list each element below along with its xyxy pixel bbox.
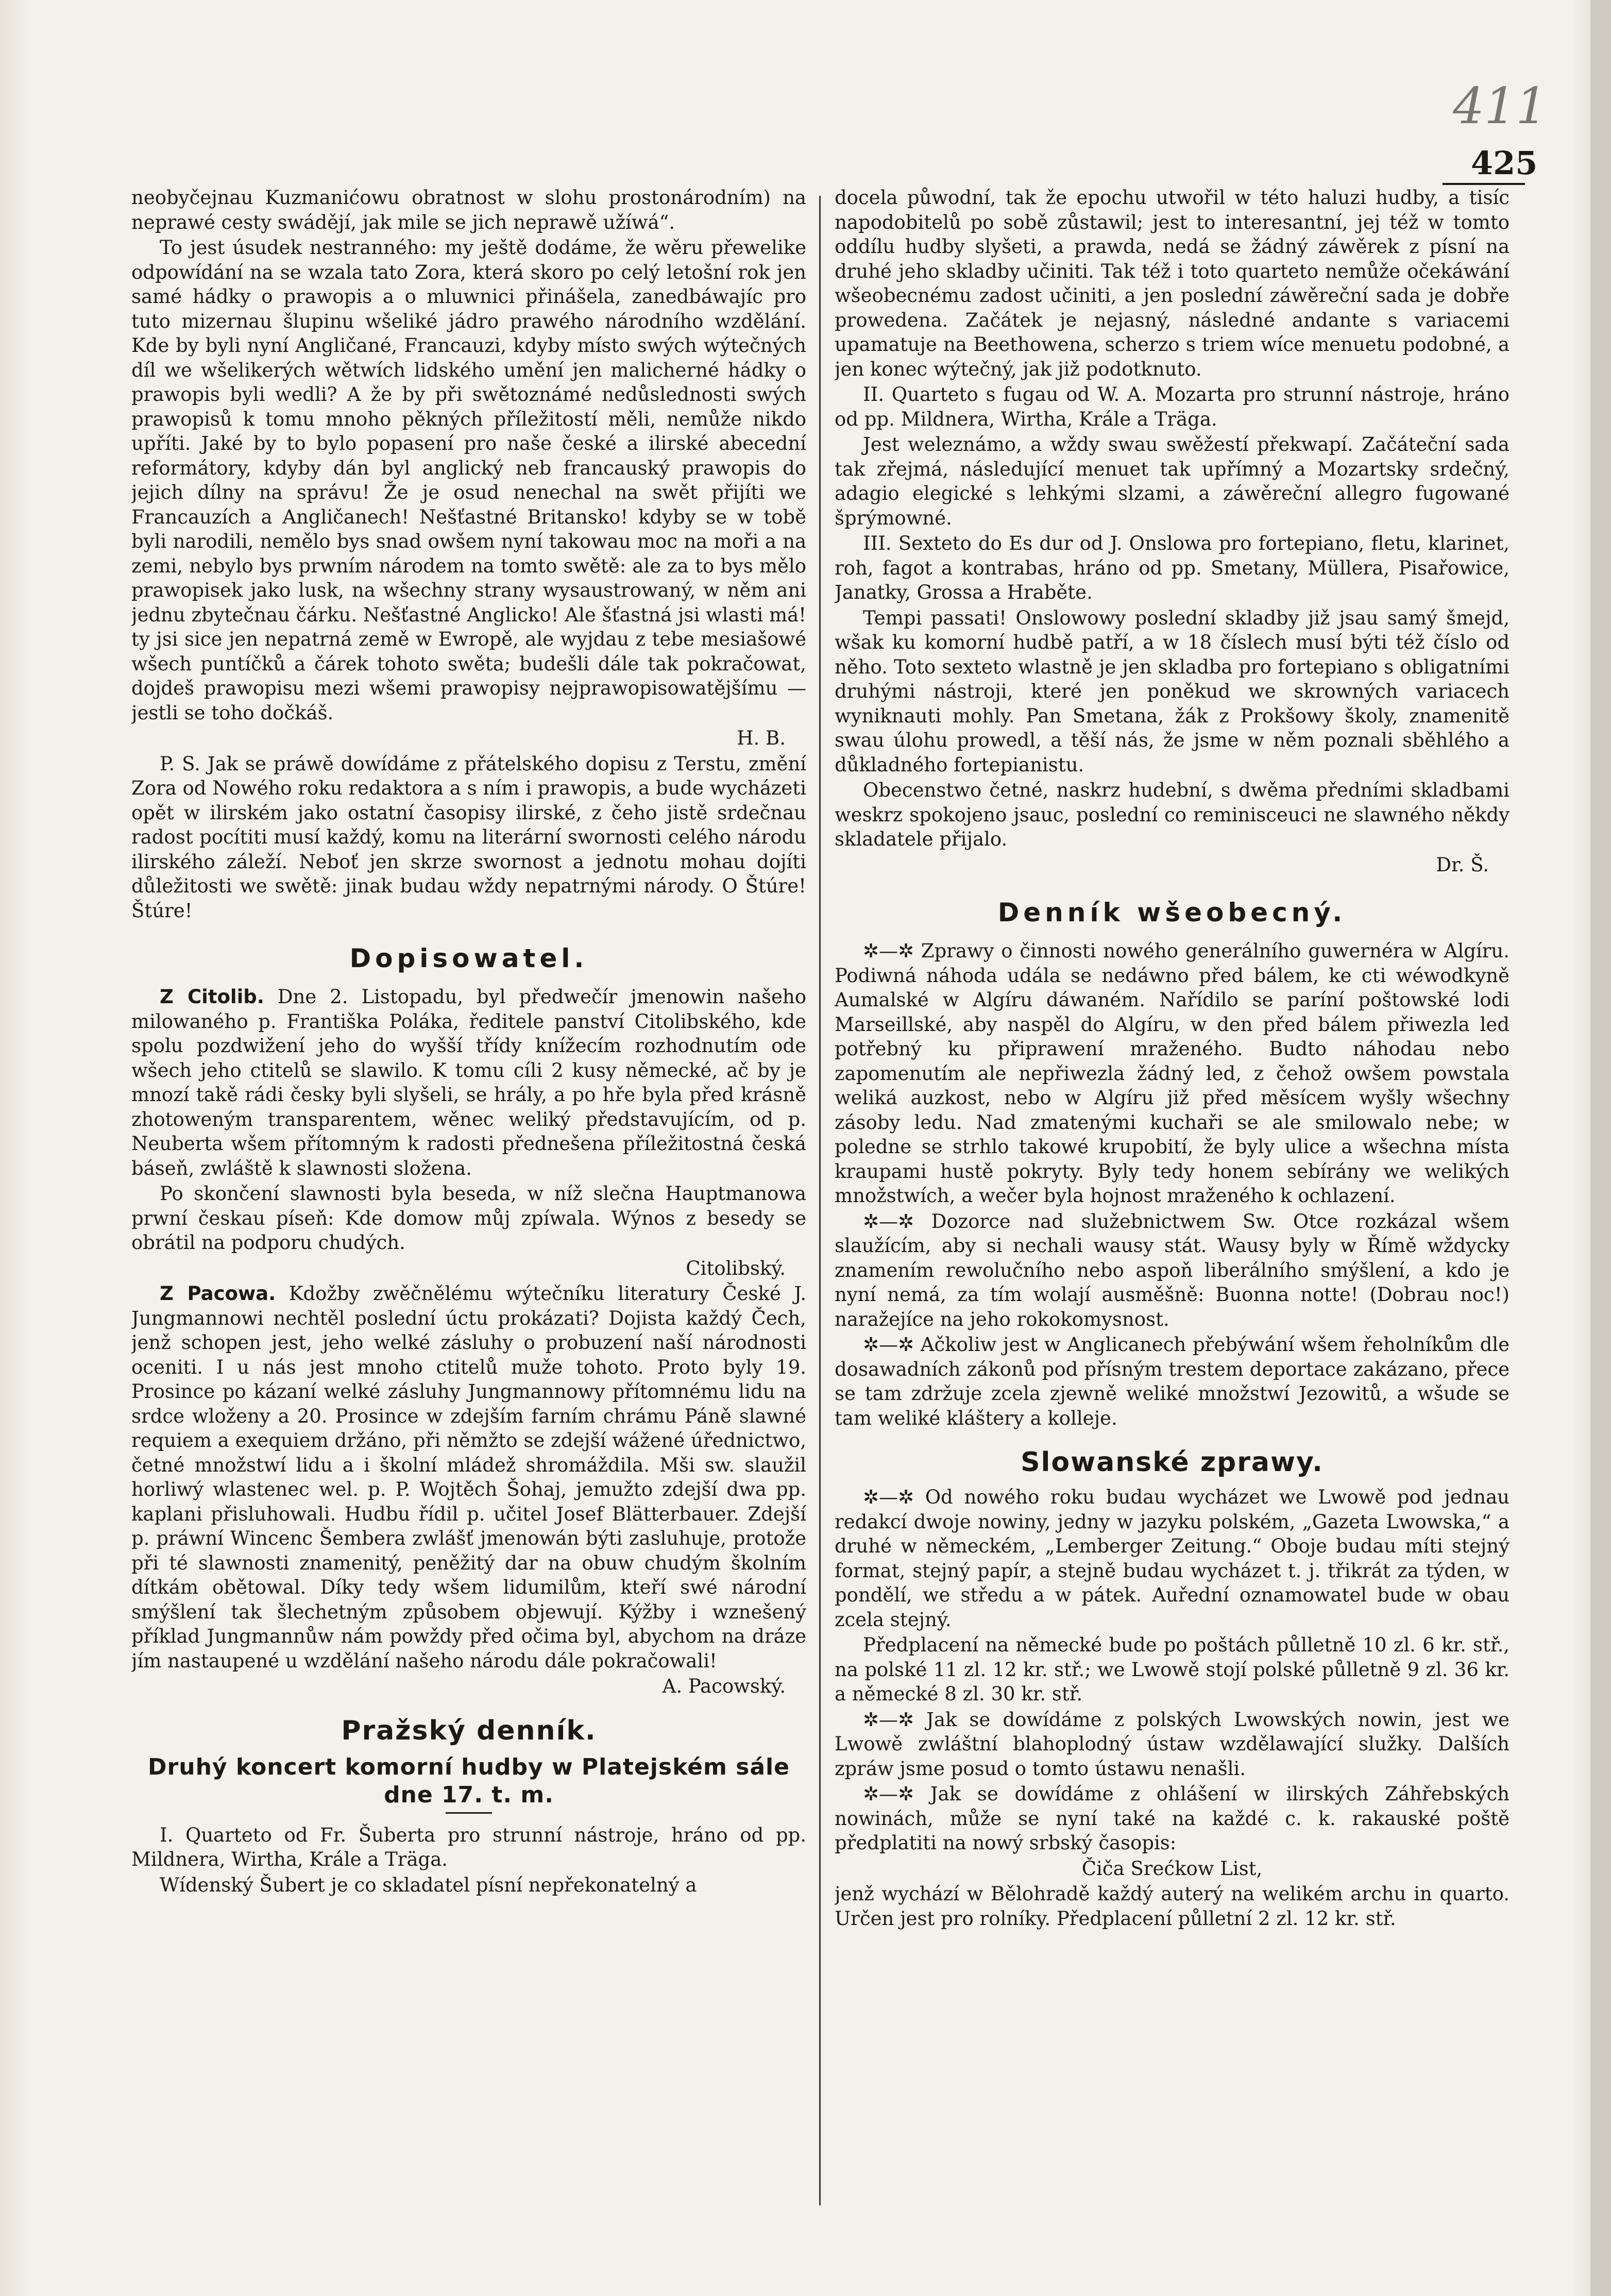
dateline: Z Pacowa. (160, 1282, 276, 1305)
dateline: Z Citolib. (160, 986, 264, 1008)
handwritten-page-number: 411 (1453, 77, 1548, 135)
article-paragraph: I. Quarteto od Fr. Šuberta pro strunní nástroje, hráno od pp. Mildnera, Wirtha, Krále a Träga. (131, 1824, 806, 1870)
section-title-slowanske-zprawy: Slowanské zprawy. (1021, 1447, 1324, 1478)
article-paragraph: Obecenstwo četné, naskrz hudební, s dwěma předními skladbami weskrz spokojeno jsauc, poslední co reminisceuci ne slawného někdy skladatele přijalo. (835, 779, 1510, 850)
signature: Dr. Š. (1436, 853, 1489, 876)
concert-heading: Druhý koncert komorní hudby w Platejském sále dne 17. t. m. (148, 1753, 790, 1808)
heading-rule (446, 1812, 492, 1814)
article-paragraph: II. Quarteto s fugau od W. A. Mozarta pro strunní nástroje, hráno od pp. Mildnera, Wirtha, Krále a Träga. (835, 383, 1510, 430)
news-item: ✲—✲ Od nowého roku budau wycházet we Lwowě pod jednau redakcí dwoje nowiny, jedny w jazyku polském, „Gazeta Lwowska,“ a druhé w německém, „Lemberger Zeitung.“ Oboje budau míti stejný format, stejný papír, a stejně budau wycházet t. j. třikrát za týden, w pondělí, we středu a w pátek. Auřední oznamowatel bude w obau zcela stejný. (835, 1486, 1510, 1631)
article-paragraph: Tempi passati! Onslowowy poslední skladby již jsau samý šmejd, wšak ku komorní hudbě patří, a w 18 číslech musí býti též číslo od něho. Toto sexteto wlastně je jen skladba pro fortepiano s obligatními druhými nástroji, které jen poněkud we skrowných variacech wyniknauti mohly. Pan Smetana, žák z Prokšowy školy, znamenitě swau úlohu prowedl, a těší nás, že jsme w něm poznali sběhlého a důkladného fortepianistu. (835, 606, 1510, 776)
article-paragraph: Jest weleznámo, a wždy swau swěžestí překwapí. Začáteční sada tak zřejmá, následující menuet tak upřímný a Mozartsky srdečný, adagio elegické s lehkými slzami, a záwěreční allegro fugowané šprýmowné. (835, 433, 1510, 529)
periodical-title: Čiča Srećkow List, (1081, 1857, 1263, 1880)
article-paragraph (131, 985, 806, 1180)
left-column (131, 185, 806, 2205)
article-paragraph: Wídenský Šubert je co skladatel písní nepřekonatelný a (160, 1873, 697, 1896)
signature: A. Pacowský. (662, 1675, 786, 1697)
section-title-dopisowatel: Dopisowatel. (349, 943, 588, 973)
article-paragraph: P. S. Jak se práwě dowídáme z přátelského dopisu z Terstu, změní Zora od Nowého roku redaktora a s ním i prawopis, a bude wycházeti opět w ilirském jako ostatní časopisy ilirské, z čeho jistě srdečnau radost pocítiti musí každý, komu na literární swornosti celého národu ilirského záleží. Neboť jen skrze swornost a jednotu mohau dojíti důležitosti we swětě: jinak budau wždy nepatrnými národy. O Štúre! Štúre! (131, 752, 806, 922)
right-column (835, 185, 1510, 2205)
column-divider (819, 196, 821, 2205)
signature: Citolibský. (686, 1257, 786, 1279)
news-item: ✲—✲ Dozorce nad služebnictwem Sw. Otce rozkázal wšem slaužícím, aby si nechali wausy stát. Wausy byly w Římě wždycky znamením rewolučního nebo aspoň liberálního smýšlení, a kdo je nyní nemá, za tím wolají ausměšně: Buonna notte! (Dobrau noc!) naražejíce na jeho rokokomysnost. (835, 1210, 1510, 1330)
article-text: Kdožby zwěčnělému wýtečníku literatury České J. Jungmannowi nechtěl poslední úctu prokázati? Dojista každý Čech, jenž schopen jest, jeho welké zásluhy o probuzení naší národnosti oceniti. I u nás jest mnoho ctitelů muže tohoto. Proto byly 19. Prosince po kázaní welké zásluhy Jungmannowy přítomnému lidu na srdce wloženy a 20. Prosince w zdejším farním chrámu Páně slawné requiem a exequiem držáno, při němžto se zdejší wážené úřednictwo, četné množstwí lidu a i školní mládež shromáždila. Mši sw. slaužil horliwý wlastenec wel. p. P. Wojtěch Šohaj, jemužto zdejší dwa pp. kaplani přisluhowali. Hudbu řídil p. učitel Josef Blätterbauer. Zdejší p. práwní Wincenc Šembera zwlášť jmenowán býti zasluhuje, protože při té slawnosti znamenitý, peněžitý dar na obuw chudým školním dítkám obětowal. Díky tedy wšem lidumilům, kteří swé národní smýšlení tak šlechetným způsobem objewují. Kýžby i wznešený příklad Jungmannůw nám powždy před očima byl, abychom na dráze jím nastaupené u wzdělání našeho národu dále pokračowali! (131, 1282, 806, 1672)
news-item: jenž wychází w Bělohradě každý auterý na welikém archu in quarto. Určen jest pro rolníky. Předplacení půlletní 2 zl. 12 kr. stř. (835, 1883, 1510, 1930)
article-paragraph (131, 1281, 806, 1673)
news-item: ✲—✲ Ačkoliw jest w Anglicanech přebýwání wšem řeholníkům dle dosawadních zákonů pod přísným trestem deportace zakázano, přece se tam zdržuje zcela zjewně weliké množstwí Jezowitů, a wšude se tam weliké kláštery a kolleje. (835, 1333, 1510, 1429)
article-paragraph: docela půwodní, tak že epochu utwořil w této haluzi hudby, a tisíc napodobitelů po sobě zůstawil; jest to interesantní, jej též w tomto oddílu hudby slyšeti, a prawda, nedá se žádný záwěrek z písní na druhé jeho skladby učiniti. Tak též i toto quarteto nemůže očekáwání wšeobecnému zadost učiniti, a jen poslední záwěreční sada je dobře prowedena. Začátek je nejasný, následné andante s variacemi upamatuje na Beethowena, scherzo s triem wíce menuetu podobné, a jen konec wýtečný, jak již podotknuto. (835, 187, 1510, 380)
signature: H. B. (737, 727, 786, 749)
binding-edge (1590, 0, 1611, 2296)
section-title-prazsky-dennik: Pražský denník. (341, 1715, 597, 1746)
news-item: ✲—✲ Jak se dowídáme z ohlášení w ilirských Záhřebských nowinách, může se nyní také na každé c. k. rakauské poště předplatiti na nowý srbský časopis: (835, 1783, 1510, 1854)
news-item: ✲—✲ Jak se dowídáme z polských Lwowských nowin, jest we Lwowě zwláštní blahoplodný ústaw wzdělawající služky. Dalších zpráw jsme posud o tomto ústawu nenašli. (835, 1708, 1510, 1780)
section-title-dennik-wseobecny: Denník wšeobecný. (997, 898, 1347, 927)
page-number-underline (1443, 183, 1525, 185)
article-paragraph: To jest úsudek nestranného: my ještě dodáme, že wěru přewelike odpowídání na se wzala tato Zora, která skoro po celý letošní rok jen samé hádky o prawopis a o mluwnici přinášela, zanedbáwajíc pro tuto mizernau šlupinu wšeliké jádro prawého národního wzdělání. Kde by byli nyní Angličané, Francauzi, kdyby místo swých wýtečných díl we wšelikerých wětwích lidského umění jen malicherné hádky o prawopis byli wedli? A že by při swětoznámé nedůslednosti swých prawopisů k tomu mnoho pěkných příležitostí měli, nemůže nikdo upříti. Jaké by to bylo popasení pro naše české a ilirské abecední reformátory, kdyby dán byl anglický neb francauský prawopis do jejich dílny na správu! Že je osud nenechal na swět přijíti we Francauzích a Angličanech! Nešťastné Britansko! kdyby se w tobě byli narodili, nemělo bys snad owšem nyní takowau moc na moři a na zemi, nebylo bys prwním národem na tomto swětě: ale za to bys mělo prawopisek jako lusk, na wšechny strany wysaustrowaný, w něm ani jednu zbytečnau čárku. Nešťastné Anglicko! Ale šťastná jsi wlasti má! ty jsi sice jen nepatrná země w Ewropě, ale wyjdau z tebe mesiašowé wšech puntíčků a čárek tohoto swěta; budešli dále tak pokračowat, dojdeš prawopisu mezi wšemi prawopisy nejprawopisowatějšímu — jestli se toho dočkáš. (131, 237, 806, 724)
news-item: Předplacení na německé bude po poštách půlletně 10 zl. 6 kr. stř., na polské 11 zl. 12 kr. stř.; we Lwowě stojí polské půlletně 9 zl. 36 kr. a německé 8 zl. 30 kr. stř. (835, 1634, 1510, 1705)
news-item: ✲—✲ Zprawy o činnosti nowého generálního guwernéra w Algíru. Podiwná náhoda udála se nedáwno před bálem, ke cti wéwodkyně Aumalské w Algíru dáwaném. Nařídilo se paríní poštowské lodi Marseillské, aby naspěl do Algíru, w den před bálem přiwezla led potřebný ku připrawení mraženého. Budto náhodau nebo zapomenutím ale nepřiwezla žádný led, z čehož owšem powstala weliká auzkost, nebo w Algíru již před měsícem wyšly wšechny zásoby ledu. Nad zmatenými kuchaři se ale smilowalo nebe; w poledne se strhlo takowé krupobití, že byly ulice a wšechna místa kraupami hustě pokryty. Byly tedy honem sebírány we welikých množstwích, a wečer byla hojnost mraženého k ochlazení. (835, 940, 1510, 1207)
article-text: Dne 2. Listopadu, byl předwečír jmenowin našeho milowaného p. Františka Poláka, ředitele panství Citolibského, kde spolu pozdwižení jeho do wyšší třídy knížecím rozhodnutím ode wšech jeho ctitelů se slawilo. K tomu cíli 2 kusy německé, ač by je mnozí takě rádi česky byli slyšeli, se hrály, a po hře byla před krásně zhotoweným transparentem, wěnec weliký představujícím, od p. Neuberta wšem přítomným k radosti přednešena příležitostná česká báseň, zwláště k slawnosti složena. (131, 986, 806, 1179)
article-paragraph: III. Sexteto do Es dur od J. Onslowa pro fortepiano, fletu, klarinet, roh, fagot a kontrabas, hráno od pp. Smetany, Müllera, Pisařowice, Janatky, Grossa a Hraběte. (835, 532, 1510, 603)
article-paragraph: neobyčejnau Kuzmanićowu obratnost w slohu prostonárodním) na neprawé cesty swádějí, jak mile se jich neprawě užíwá“. (131, 187, 806, 233)
page-number: 425 (1471, 144, 1538, 182)
article-paragraph: Po skončení slawnosti byla beseda, w níž slečna Hauptmanowa prwní českau píseň: Kde domow můj zpíwala. Wýnos z besedy se obrátil na podporu chudých. (131, 1183, 806, 1254)
